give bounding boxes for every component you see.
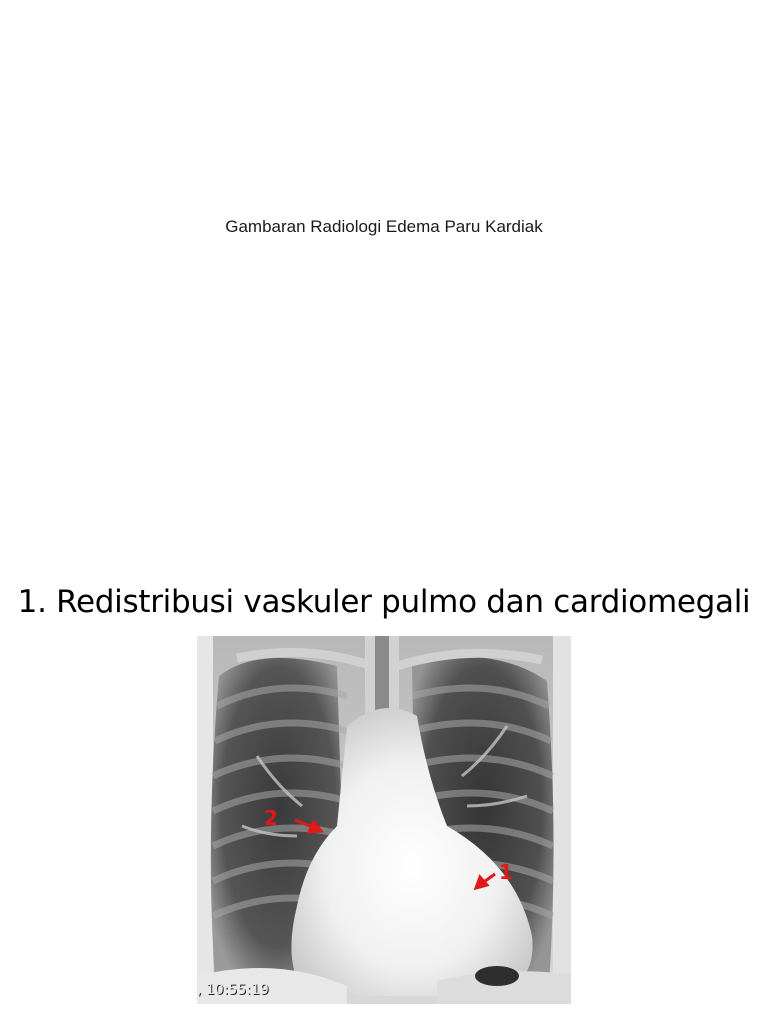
image-timestamp: , 10:55:19: [197, 982, 269, 998]
annotation-label-2: 2: [264, 806, 278, 830]
chest-xray-drawing: [197, 636, 571, 1004]
chest-xray-image: [197, 636, 571, 1004]
slide-heading: 1. Redistribusi vaskuler pulmo dan cardiomegali: [17, 584, 751, 620]
annotation-label-1: 1: [499, 860, 513, 884]
page-title: Gambaran Radiologi Edema Paru Kardiak: [225, 217, 543, 236]
